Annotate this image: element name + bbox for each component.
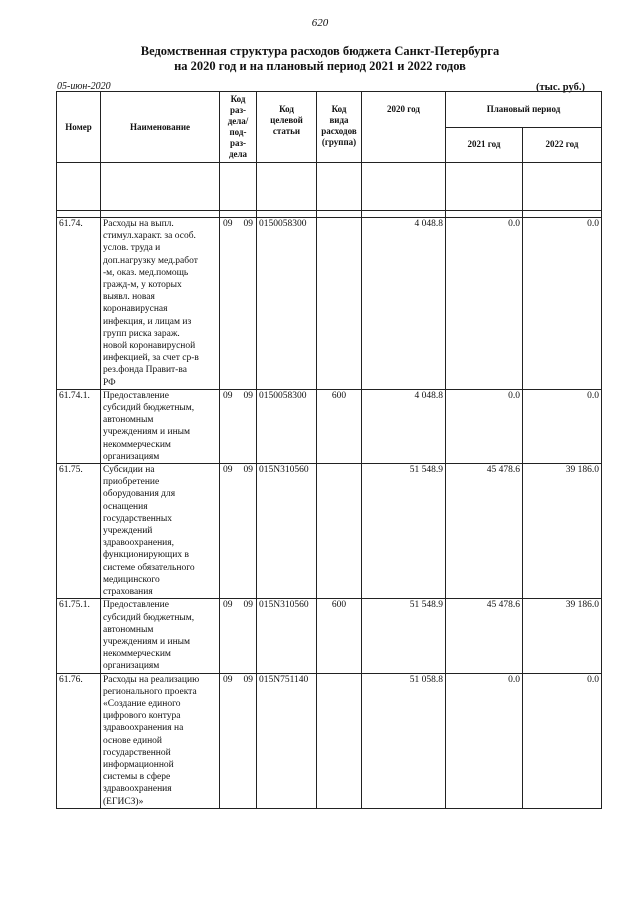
header-razdel-line: раз- [229, 105, 247, 115]
row-razdel: 09 [223, 390, 233, 401]
row-name-line: выявл. новая [103, 292, 155, 303]
row-name-line: государственной [103, 747, 171, 758]
row-razdel-pair [222, 674, 254, 686]
row-razdel-code [220, 389, 257, 463]
row-name-line: коронавирусная [103, 304, 168, 315]
row-amount-2022: 0.0 [523, 218, 602, 390]
page-title [0, 44, 640, 74]
header-spacer [257, 163, 317, 211]
row-name-line: учреждениям и иным [103, 636, 191, 647]
row-razdel-code [220, 673, 257, 808]
row-name-line: функционирующих в [103, 550, 189, 561]
header-vid-line: (группа) [321, 137, 357, 147]
header-razdel-line: Код [230, 94, 246, 104]
row-name-line: автономным [103, 624, 154, 635]
row-name-line: информационной [103, 759, 174, 770]
title-line-2: на 2020 год и на плановый период 2021 и 2022 годов [174, 59, 466, 73]
header-year-2020: 2020 год [362, 92, 446, 163]
row-number: 61.75. [57, 464, 101, 599]
row-number: 61.74. [57, 218, 101, 390]
row-amount-2021: 0.0 [446, 389, 523, 463]
row-razdel-pair [222, 464, 254, 476]
date-label: 05-июн-2020 [57, 81, 111, 92]
header-spacer [57, 163, 101, 211]
blank-cell [446, 211, 523, 218]
row-name-line: (ЕГИСЗ)» [103, 796, 144, 807]
row-name-line: некоммерческим [103, 649, 171, 660]
table-row [57, 464, 602, 599]
row-name-line: автономным [103, 415, 154, 426]
row-name-line: РФ [103, 377, 116, 388]
row-name-line: здравоохранения на [103, 723, 184, 734]
row-amount-2022: 0.0 [523, 389, 602, 463]
row-amount-2020: 51 548.9 [362, 464, 446, 599]
row-name-line: основе единой [103, 735, 162, 746]
row-razdel: 09 [223, 600, 233, 611]
row-vid-code [317, 464, 362, 599]
row-name-line: некоммерческим [103, 439, 171, 450]
row-number: 61.75.1. [57, 599, 101, 673]
row-name-line: Расходы на реализацию [103, 674, 200, 685]
header-vid-line: вида [329, 115, 349, 125]
row-name-line: Предоставление [103, 390, 169, 401]
header-vid-line: Код [331, 104, 347, 114]
row-name-line: услов. труда и [103, 243, 161, 254]
budget-table [56, 91, 602, 809]
row-amount-2021: 0.0 [446, 673, 523, 808]
table-body [57, 218, 602, 809]
row-podrazdel: 09 [243, 390, 253, 401]
row-name-line: государственных [103, 513, 173, 524]
row-amount-2021: 45 478.6 [446, 599, 523, 673]
row-name-line: стимул.характ. за особ. [103, 231, 196, 242]
blank-cell [362, 211, 446, 218]
table-row [57, 389, 602, 463]
row-name-line: инфекцией, за счет ср-в [103, 353, 199, 364]
row-podrazdel: 09 [243, 600, 253, 611]
row-amount-2021: 45 478.6 [446, 464, 523, 599]
row-name-line: цифрового контура [103, 711, 181, 722]
page-number: 620 [311, 17, 329, 29]
row-name [101, 389, 220, 463]
row-razdel: 09 [223, 465, 233, 476]
row-name-line: организациям [103, 451, 160, 462]
row-podrazdel: 09 [243, 465, 253, 476]
row-razdel-code [220, 218, 257, 390]
blank-cell [57, 211, 101, 218]
row-name [101, 464, 220, 599]
row-name-line: доп.нагрузку мед.работ [103, 255, 198, 266]
header-target [257, 92, 317, 163]
row-name-line: Субсидии на [103, 465, 155, 476]
row-name [101, 673, 220, 808]
row-name-line: медицинского [103, 574, 160, 585]
row-name-line: -м, оказ. мед.помощь [103, 267, 189, 278]
header-target-line: целевой [270, 115, 303, 125]
row-number: 61.76. [57, 673, 101, 808]
row-target-code: 015N310560 [257, 599, 317, 673]
row-name-line: субсидий бюджетным, [103, 403, 195, 414]
header-razdel-line: дела [228, 149, 248, 159]
row-name-line: Предоставление [103, 600, 169, 611]
header-name: Наименование [101, 92, 220, 163]
row-amount-2022: 39 186.0 [523, 599, 602, 673]
blank-cell [317, 211, 362, 218]
row-name-line: Расходы на выпл. [103, 219, 174, 229]
row-razdel-code [220, 599, 257, 673]
row-name-line: оснащения [103, 501, 148, 512]
row-razdel-pair [222, 390, 254, 402]
row-amount-2020: 4 048.8 [362, 389, 446, 463]
header-razdel [220, 92, 257, 163]
row-target-code: 015N751140 [257, 673, 317, 808]
row-vid-code: 600 [317, 389, 362, 463]
row-target-code: 0150058300 [257, 389, 317, 463]
row-vid-code [317, 673, 362, 808]
header-target-line: статьи [272, 126, 301, 136]
row-podrazdel: 09 [243, 674, 253, 685]
row-name [101, 218, 220, 390]
row-name-line: системе обязательного [103, 562, 195, 573]
header-vid-line: расходов [321, 126, 357, 136]
blank-cell [101, 211, 220, 218]
header-spacer [101, 163, 220, 211]
header-spacer [446, 163, 523, 211]
blank-cell [257, 211, 317, 218]
row-number: 61.74.1. [57, 389, 101, 463]
row-name-line: организациям [103, 661, 160, 672]
row-name-line: учреждениям и иным [103, 427, 191, 438]
row-name-line: системы в сфере [103, 772, 171, 783]
row-name-line: гражд-м, у которых [103, 280, 182, 291]
row-amount-2020: 51 058.8 [362, 673, 446, 808]
row-amount-2021: 0.0 [446, 218, 523, 390]
row-name-line: здравоохранения [103, 784, 172, 795]
row-name-line: регионального проекта [103, 686, 197, 697]
row-razdel-code [220, 464, 257, 599]
header-year-2022: 2022 год [523, 127, 602, 163]
row-name-line: субсидий бюджетным, [103, 612, 195, 623]
header-razdel-line: под- [229, 127, 247, 137]
header-planned-period: Плановый период [446, 92, 602, 128]
row-vid-code [317, 218, 362, 390]
row-name-line: рез.фонда Правит-ва [103, 365, 187, 376]
row-name-line: групп риска зараж. [103, 328, 180, 339]
header-spacer [523, 163, 602, 211]
blank-cell [523, 211, 602, 218]
header-spacer [362, 163, 446, 211]
row-name-line: оборудования для [103, 489, 176, 500]
table-row [57, 673, 602, 808]
row-podrazdel: 09 [243, 219, 253, 229]
row-target-code: 015N310560 [257, 464, 317, 599]
row-name-line: страхования [103, 587, 153, 598]
row-name-line: учреждений [103, 526, 153, 537]
row-razdel-pair [222, 599, 254, 611]
row-target-code: 0150058300 [257, 218, 317, 390]
row-razdel: 09 [223, 674, 233, 685]
row-name-line: приобретение [103, 477, 160, 488]
header-vid [317, 92, 362, 163]
row-name-line: новой коронавирусной [103, 341, 196, 352]
blank-cell [220, 211, 257, 218]
row-amount-2022: 39 186.0 [523, 464, 602, 599]
header-year-2021: 2021 год [446, 127, 523, 163]
row-name-line: «Создание единого [103, 698, 181, 709]
header-razdel-line: дела/ [227, 116, 249, 126]
header-spacer [317, 163, 362, 211]
table-row [57, 218, 602, 390]
table-row [57, 599, 602, 673]
row-amount-2020: 4 048.8 [362, 218, 446, 390]
row-razdel-pair [222, 218, 254, 230]
row-name [101, 599, 220, 673]
header-spacer [220, 163, 257, 211]
title-line-1: Ведомственная структура расходов бюджета Санкт-Петербурга [140, 44, 500, 58]
units-label: (тыс. руб.) [536, 82, 585, 93]
row-vid-code: 600 [317, 599, 362, 673]
row-name-line: инфекция, и лицам из [103, 316, 192, 327]
row-amount-2020: 51 548.9 [362, 599, 446, 673]
row-amount-2022: 0.0 [523, 673, 602, 808]
header-razdel-line: раз- [229, 138, 247, 148]
row-razdel: 09 [223, 219, 233, 229]
header-target-line: Код [279, 104, 294, 114]
header-number: Номер [57, 92, 101, 163]
row-name-line: здравоохранения, [103, 538, 174, 549]
